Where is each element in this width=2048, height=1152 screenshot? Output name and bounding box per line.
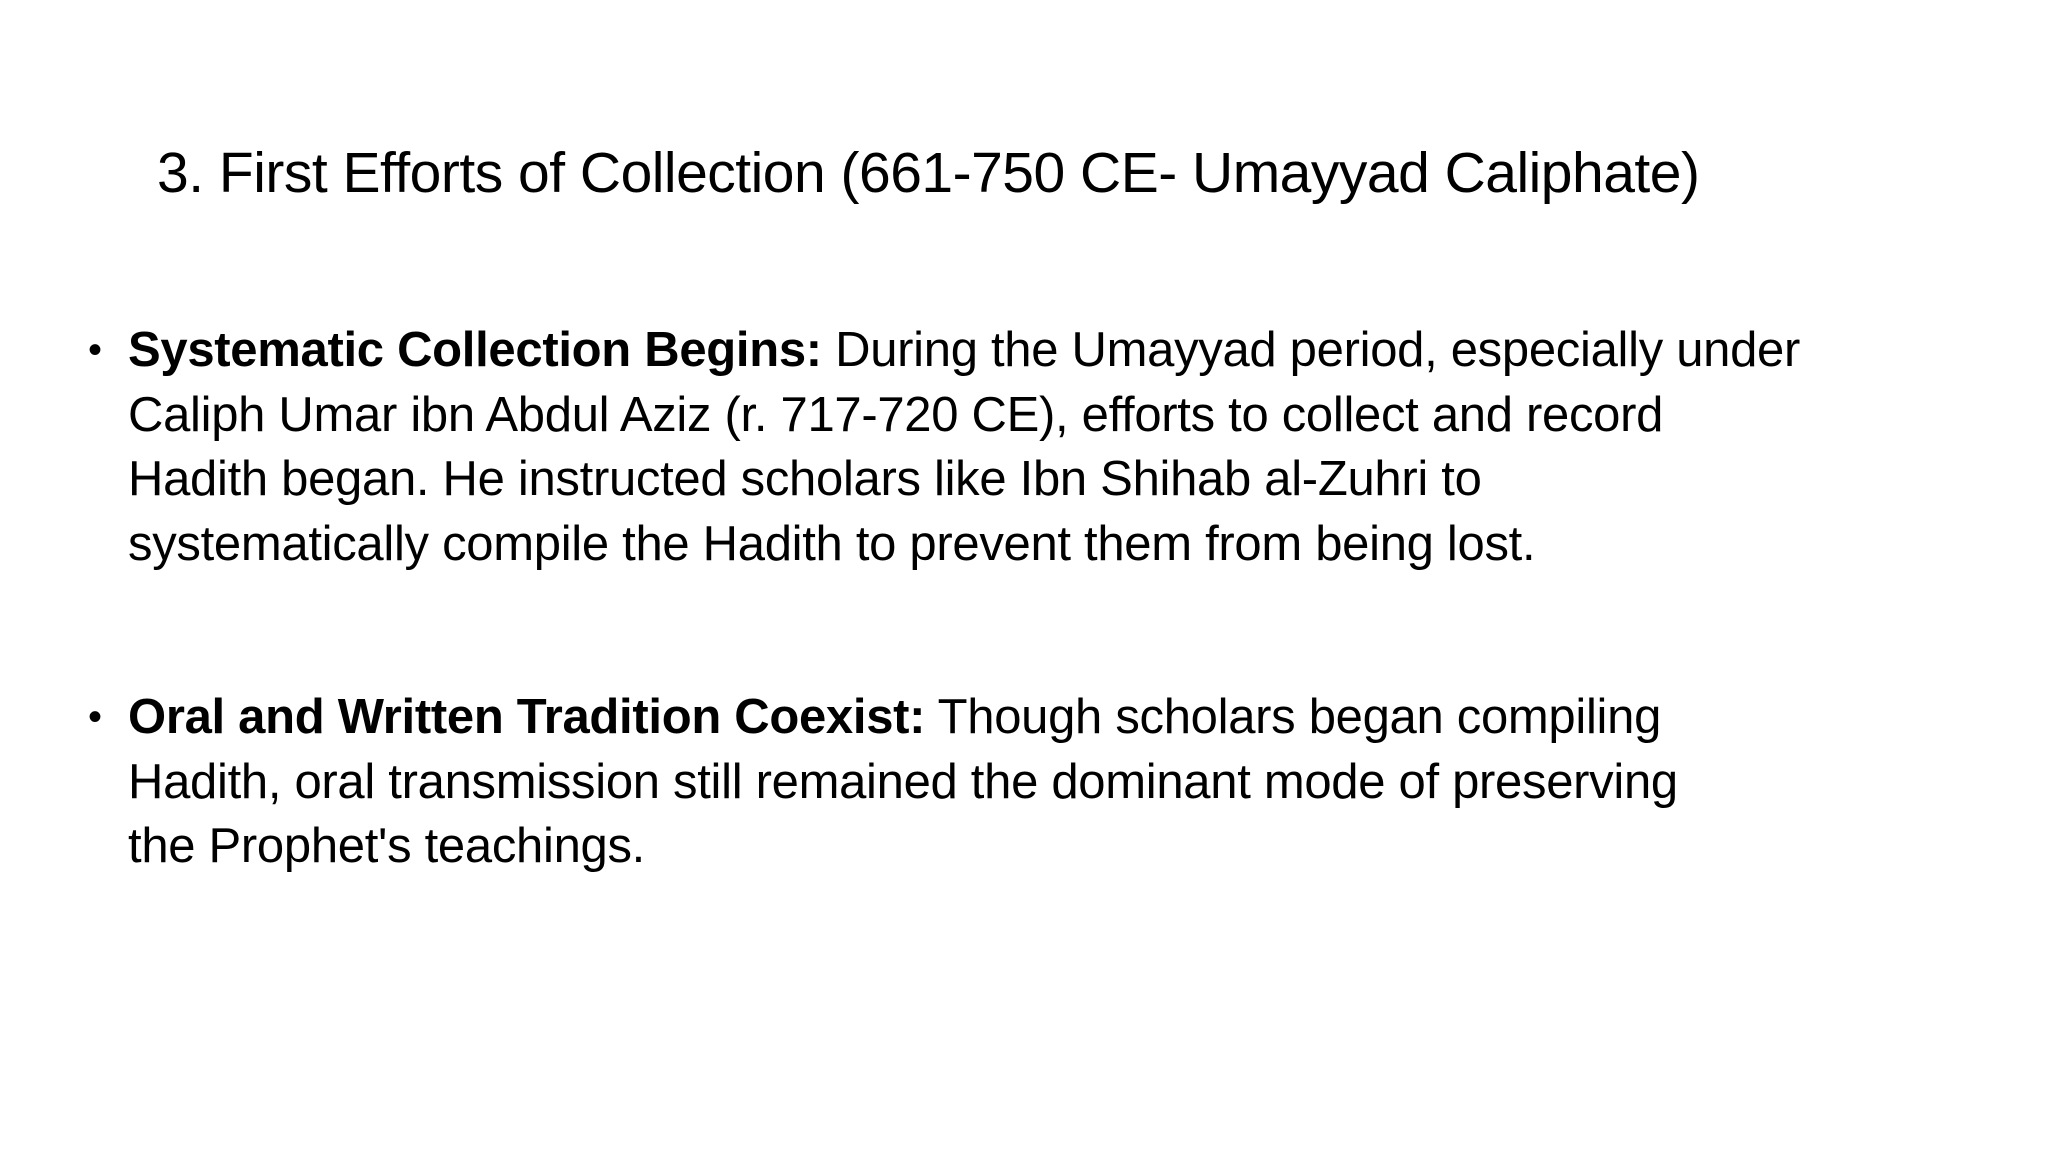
- bullet-line: [128, 685, 1988, 750]
- bullet-heading: Systematic Collection Begins:: [128, 323, 822, 377]
- bullet-body: Though scholars began compiling: [925, 690, 1662, 744]
- bullet-line: Caliph Umar ibn Abdul Aziz (r. 717-720 CE), efforts to collect and record: [128, 387, 1664, 442]
- bullet-line: Hadith began. He instructed scholars like Ibn Shihab al-Zuhri to: [128, 452, 1482, 506]
- bullet-text: [128, 685, 1988, 879]
- bullet-line: systematically compile the Hadith to prevent them from being lost.: [128, 516, 1536, 571]
- bullet-item-systematic-collection: [88, 318, 1988, 576]
- bullet-body: During the Umayyad period, especially under: [821, 323, 1801, 377]
- bullet-text: [128, 318, 1988, 576]
- bullet-item-oral-written-tradition: [88, 685, 1988, 879]
- bullet-dot-icon: •: [88, 695, 102, 739]
- bullet-dot-icon: •: [88, 328, 102, 372]
- bullet-line: the Prophet's teachings.: [128, 819, 645, 873]
- bullet-line: [128, 318, 1988, 383]
- bullet-heading: Oral and Written Tradition Coexist:: [128, 690, 926, 744]
- bullet-line: Hadith, oral transmission still remained the dominant mode of preserving: [128, 754, 1678, 809]
- slide-title: 3. First Efforts of Collection (661-750 CE- Umayyad Caliphate): [157, 141, 1700, 205]
